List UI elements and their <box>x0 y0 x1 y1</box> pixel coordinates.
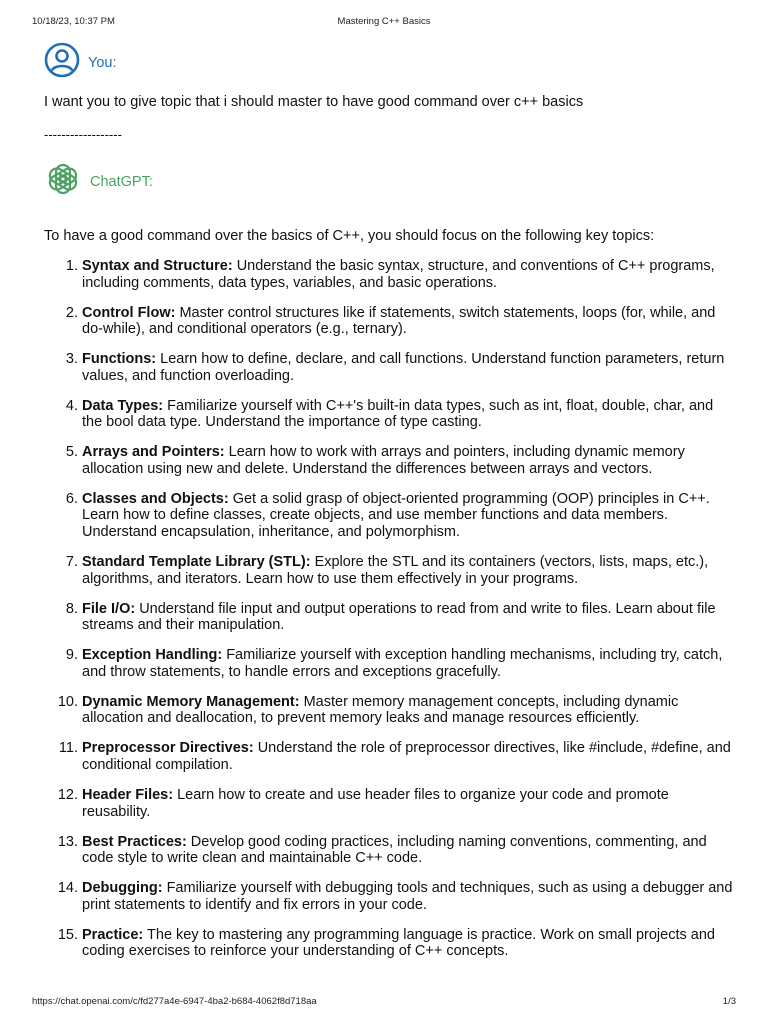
list-item <box>44 398 734 431</box>
list-item-text: Master control structures like if statements, switch statements, loops (for, while, and do-while), and conditional operators (e.g., ternary). <box>82 304 716 338</box>
page-url: https://chat.openai.com/c/fd277a4e-6947-4ba2-b684-4062f8d718aa <box>32 996 317 1007</box>
list-item-text: Learn how to create and use header files to organize your code and promote reusability. <box>82 787 669 820</box>
list-item-number: 4. <box>65 397 78 414</box>
list-item-text: The key to mastering any programming language is practice. Work on small projects and coding exercises to reinforce your understanding of C++ concepts. <box>82 926 715 960</box>
list-item-number: 11. <box>58 740 78 757</box>
list-item <box>44 834 734 867</box>
print-date: 10/18/23, 10:37 PM <box>32 16 115 27</box>
list-item-number: 12. <box>57 787 78 804</box>
list-item-title: Exception Handling: <box>82 647 223 664</box>
list-item-title: Classes and Objects: <box>82 490 229 507</box>
user-author-row <box>44 42 117 83</box>
list-item-number: 13. <box>57 833 78 850</box>
list-item-title: Arrays and Pointers: <box>82 444 225 461</box>
list-item-text: Learn how to work with arrays and pointers, including dynamic memory allocation using new and delete. Understand the differences between arrays and vectors. <box>82 444 685 477</box>
list-item-text: Familiarize yourself with exception handling mechanisms, including try, catch, and throw statements, to handle errors and exceptions gracefully. <box>82 647 723 680</box>
list-item-text: Familiarize yourself with C++'s built-in data types, such as int, float, double, char, and the bool data type. Understand the importance of type casting. <box>82 397 714 431</box>
list-item <box>44 491 734 541</box>
list-item-title: Dynamic Memory Management: <box>82 693 300 710</box>
list-item-title: File I/O: <box>82 600 136 617</box>
list-item-number: 10. <box>57 693 78 710</box>
list-item-text: Familiarize yourself with debugging tools and techniques, such as using a debugger and print statements to identify and fix errors in your code. <box>82 880 733 913</box>
list-item-title: Standard Template Library (STL): <box>82 554 311 571</box>
list-item-number: 8. <box>65 600 78 617</box>
list-item-text: Understand file input and output operations to read from and write to files. Learn about file streams and their manipulation. <box>82 600 716 634</box>
user-avatar-icon <box>44 42 80 83</box>
list-item-title: Data Types: <box>82 397 164 414</box>
list-item <box>44 647 734 680</box>
assistant-intro: To have a good command over the basics of C++, you should focus on the following key topics: <box>44 228 655 244</box>
document-title: Mastering C++ Basics <box>337 16 431 27</box>
list-item <box>44 305 734 338</box>
list-item-number: 2. <box>65 304 78 321</box>
list-item <box>44 554 734 587</box>
list-item-number: 14. <box>57 880 78 897</box>
openai-logo-icon <box>44 160 82 203</box>
assistant-name: ChatGPT: <box>90 173 153 190</box>
list-item-number: 5. <box>65 444 78 461</box>
list-item <box>44 601 734 634</box>
list-item <box>44 880 734 913</box>
list-item <box>44 927 734 960</box>
list-item <box>44 258 734 291</box>
user-message: I want you to give topic that i should master to have good command over c++ basics <box>44 94 584 110</box>
list-item-title: Functions: <box>82 351 157 368</box>
list-item-number: 15. <box>57 926 78 943</box>
user-name: You: <box>88 54 117 71</box>
print-footer <box>32 996 736 1010</box>
print-header <box>32 16 736 30</box>
list-item-text: Master memory management concepts, including dynamic allocation and deallocation, to prevent memory leaks and manage resources efficiently. <box>82 693 679 727</box>
list-item-title: Preprocessor Directives: <box>82 740 254 757</box>
message-separator: ------------------ <box>44 127 122 142</box>
list-item-text: Explore the STL and its containers (vectors, lists, maps, etc.), algorithms, and iterators. Learn how to use them effectively in your programs. <box>82 554 709 587</box>
list-item <box>44 740 734 773</box>
list-item-text: Understand the basic syntax, structure, and conventions of C++ programs, including comments, data types, variables, and basic operations. <box>82 258 715 291</box>
list-item-text: Develop good coding practices, including naming conventions, commenting, and code style to write clean and maintainable C++ code. <box>82 833 707 867</box>
list-item-title: Control Flow: <box>82 304 176 321</box>
list-item-number: 7. <box>65 554 78 571</box>
list-item-number: 1. <box>65 258 78 274</box>
topic-list <box>44 258 734 973</box>
list-item <box>44 787 734 820</box>
list-item-text: Get a solid grasp of object-oriented programming (OOP) principles in C++. Learn how to define classes, create objects, and use member functions and data members. Understand encapsulation, inheritance, and polymorphism. <box>82 490 710 540</box>
assistant-author-row <box>44 160 153 203</box>
list-item-title: Practice: <box>82 926 144 943</box>
list-item-number: 9. <box>65 647 78 664</box>
list-item-number: 3. <box>65 351 78 368</box>
list-item <box>44 351 734 384</box>
list-item <box>44 444 734 477</box>
list-item-title: Best Practices: <box>82 833 187 850</box>
list-item-title: Debugging: <box>82 880 163 897</box>
list-item-title: Header Files: <box>82 787 174 804</box>
list-item-title: Syntax and Structure: <box>82 258 233 274</box>
list-item-text: Learn how to define, declare, and call functions. Understand function parameters, return values, and function overloading. <box>82 351 725 384</box>
list-item <box>44 694 734 727</box>
list-item-text: Understand the role of preprocessor directives, like #include, #define, and conditional compilation. <box>82 740 731 773</box>
list-item-number: 6. <box>65 490 78 507</box>
page-number: 1/3 <box>722 996 736 1007</box>
